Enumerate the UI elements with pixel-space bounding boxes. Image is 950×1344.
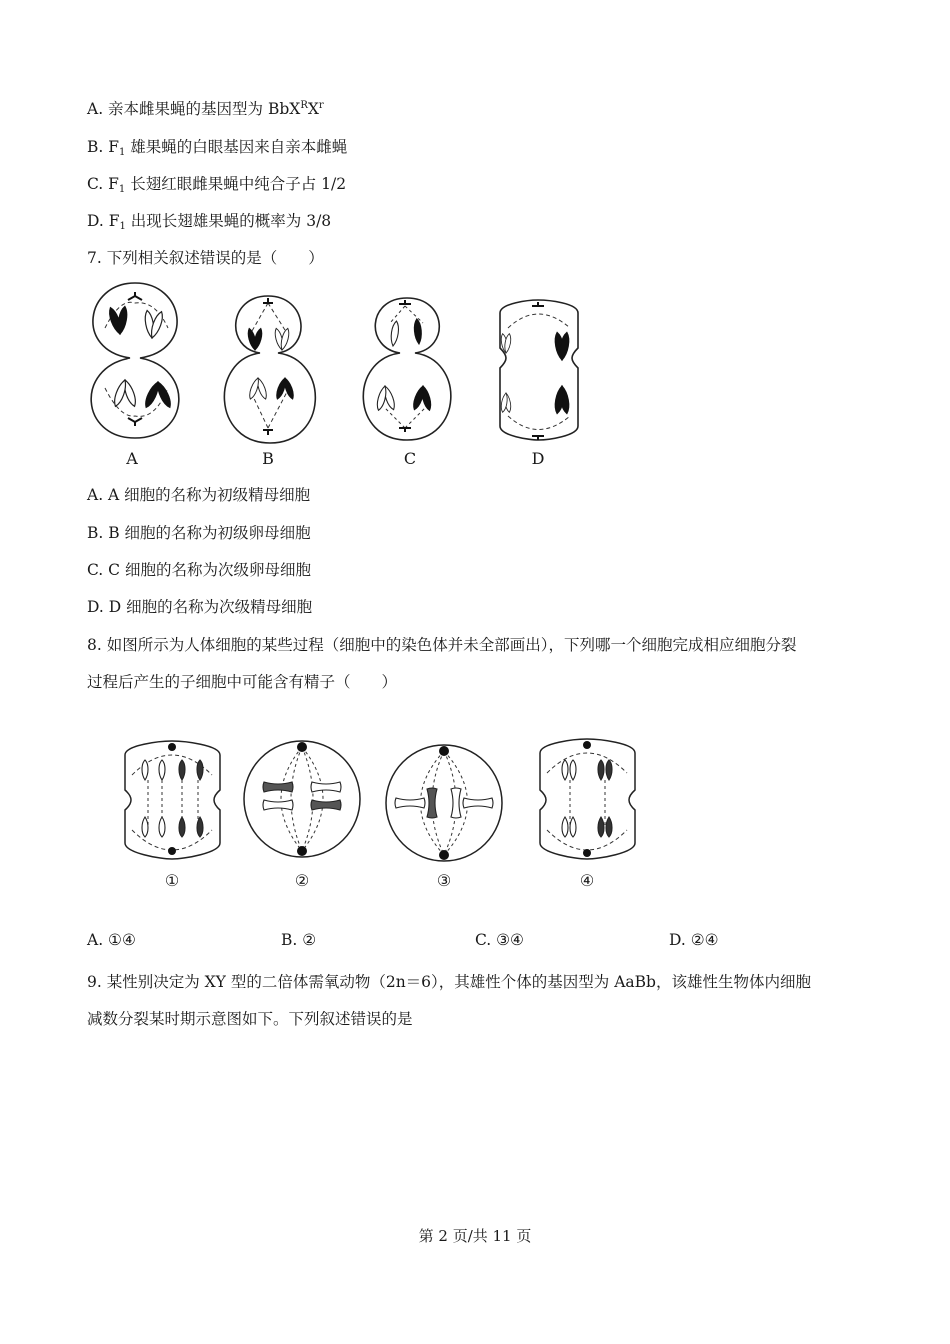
q7-label-d: D [531,449,545,468]
cell-b [224,296,315,443]
q7-stem: 7. 下列相关叙述错误的是（ ） [87,249,324,267]
cell-3 [386,745,502,861]
q9-stem-line2: 减数分裂某时期示意图如下。下列叙述错误的是 [87,1010,413,1028]
q7-label-b: B [262,449,274,468]
cell-4 [540,739,635,859]
q6-option-d: D. $F_1$ 出现长翅雄果蝇的概率为 3/8 [87,212,332,232]
q8-label-4: ④ [579,871,595,890]
cell-1 [125,741,220,859]
q8-option-c: C. ③④ [475,931,524,949]
q7-option-a: A. A 细胞的名称为初级精母细胞 [87,486,311,504]
q8-option-d: D. ②④ [669,931,719,949]
q8-option-b: B. ② [281,931,317,949]
q7-label-a: A [126,449,138,468]
q8-cells-diagram [110,735,650,865]
q7-cells-diagram [80,278,600,453]
q7-option-d: D. D 细胞的名称为次级精母细胞 [87,598,313,616]
cell-a [91,283,179,438]
q6-option-c: C. $F_1$ 长翅红眼雌果蝇中纯合子占 1/2 [87,175,347,195]
q8-option-a: A. ①④ [87,931,136,949]
q8-label-3: ③ [436,871,452,890]
q6-option-b: B. $F_1$ 雄果蝇的白眼基因来自亲本雌蝇 [87,138,348,158]
q7-figure [80,278,600,453]
q9-stem-line1: 9. 某性别决定为 XY 型的二倍体需氧动物（2n＝6），其雄性个体的基因型为 AaBb，该雄性生物体内细胞 [87,973,811,991]
q7-option-b: B. B 细胞的名称为初级卵母细胞 [87,524,311,542]
q7-option-c: C. C 细胞的名称为次级卵母细胞 [87,561,311,579]
q7-label-c: C [403,449,417,468]
q8-figure [110,735,650,865]
q8-label-1: ① [164,871,180,890]
q6-option-a: A. 亲本雌果蝇的基因型为 $BbX^RX^r$ [87,100,324,118]
q8-stem-line1: 8. 如图所示为人体细胞的某些过程（细胞中的染色体并未全部画出），下列哪一个细胞完成相应细胞分裂 [87,636,797,654]
q8-stem-line2: 过程后产生的子细胞中可能含有精子（ ） [87,673,398,691]
cell-d [500,300,578,440]
q8-label-2: ② [294,871,310,890]
page-footer: 第 2 页/共 11 页 [418,1227,532,1245]
cell-2 [244,741,360,857]
cell-c [363,298,451,440]
